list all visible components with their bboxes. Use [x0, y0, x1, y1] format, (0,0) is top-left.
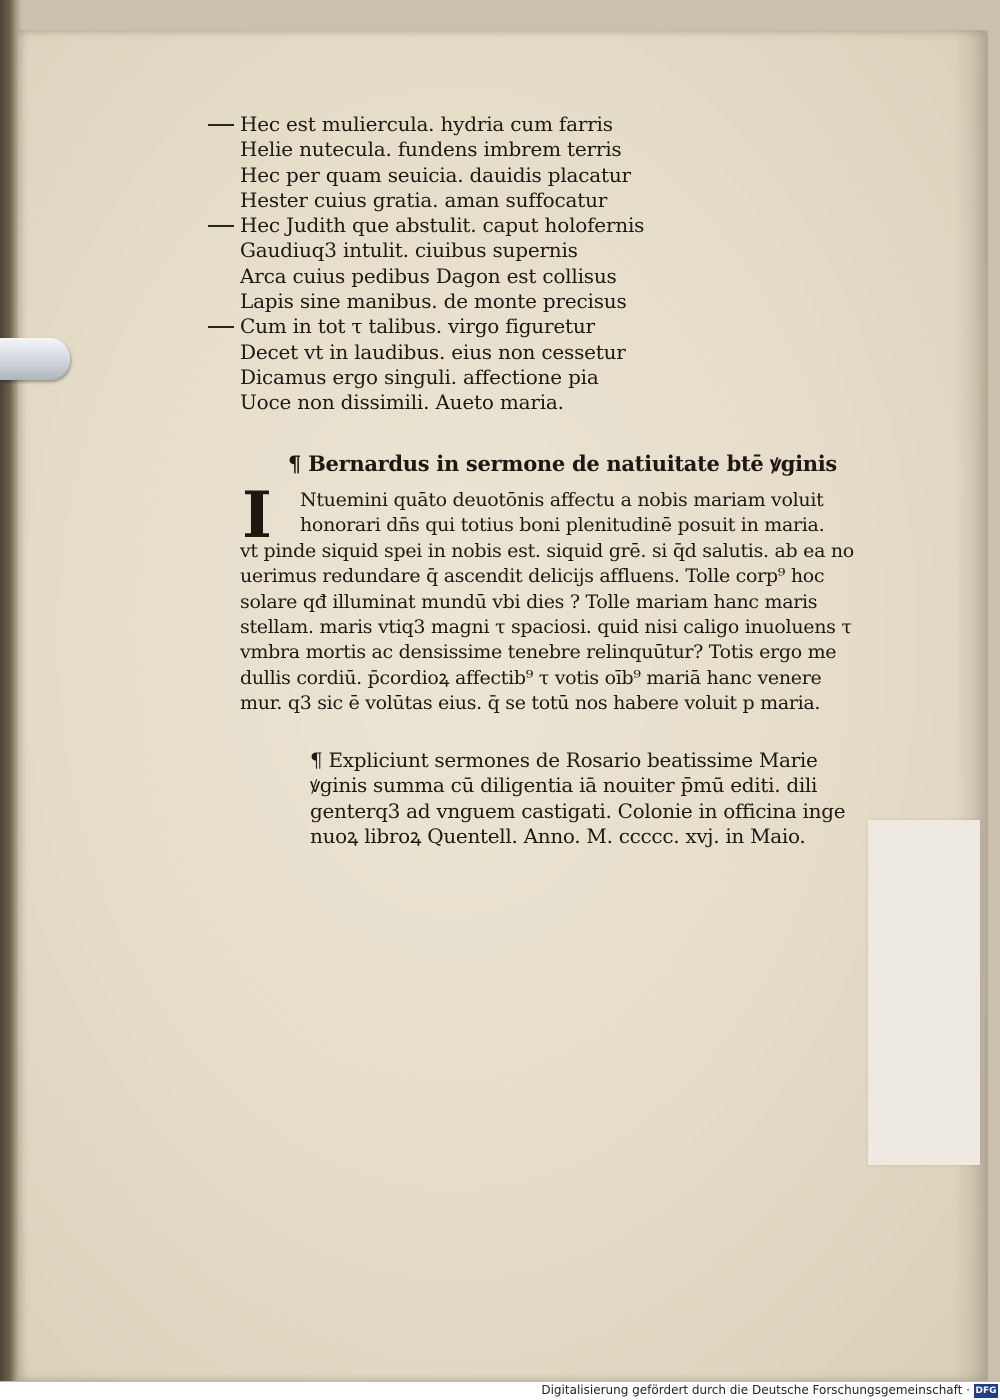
colophon-line: ¶ Expliciunt sermones de Rosario beatissime Marie [310, 748, 818, 772]
prose-line: vmbra mortis ac densissime tenebre relinquūtur? Totis ergo me [240, 641, 837, 664]
paper-repair-patch [868, 820, 980, 1165]
verse-block [240, 112, 760, 416]
verse-line: Arca cuius pedibus Dagon est collisus [240, 263, 617, 288]
prose-line: mur. q3 sic ē volūtas eius. q̄ se totū nos habere voluit p maria. [240, 692, 821, 715]
verse-line: Decet vt in laudibus. eius non cessetur [240, 339, 626, 364]
colophon-line: genterq3 ad vnguem castigati. Colonie in officina inge [310, 798, 846, 823]
prose-line: uerimus redundare q̄ ascendit delicijs affluens. Tolle corp⁹ hoc [240, 565, 825, 588]
margin-marker [208, 225, 234, 227]
prose-line: dullis cordiū. p̄cordioꝝ affectib⁹ τ votis oīb⁹ mariā hanc venere [240, 666, 822, 689]
section-heading: ¶ Bernardus in sermone de natiuitate btē ꝟginis [288, 451, 837, 476]
verse-line: Lapis sine manibus. de monte precisus [240, 289, 627, 314]
verse-line: Hec per quam seuicia. dauidis placatur [240, 162, 631, 187]
prose-block [240, 478, 865, 717]
verse-text: Hec est muliercula. hydria cum farris [240, 112, 613, 136]
verse-line: Helie nutecula. fundens imbrem terris [240, 137, 622, 162]
prose-line: honorari dn̄s qui totius boni plenitudinē posuit in maria. [300, 514, 825, 537]
verse-line: Uoce non dissimili. Aueto maria. [240, 390, 564, 415]
prose-line: vt pinde siquid spei in nobis est. siquid grē. si q̄d salutis. ab ea no [240, 539, 854, 562]
verse-line [240, 314, 760, 339]
verse-line [240, 112, 760, 137]
verse-line: Gaudiuq3 intulit. ciuibus supernis [240, 238, 578, 263]
prose-line: stellam. maris vtiq3 magni τ spaciosi. quid nisi caligo inuoluens τ [240, 616, 852, 639]
verse-line [240, 213, 760, 238]
colophon-block [310, 748, 846, 850]
verse-text: Cum in tot τ talibus. virgo figuretur [240, 314, 595, 339]
colophon-line: ꝟginis summa cū diligentia iā nouiter p̄mū editi. dili [310, 773, 818, 798]
verse-text: Hec Judith que abstulit. caput holofernis [240, 213, 645, 238]
decorated-initial: I [242, 478, 272, 553]
dfg-logo: DFG [975, 1386, 997, 1396]
colophon-line: nuoꝝ libroꝝ Quentell. Anno. M. ccccc. xvj. in Maio. [310, 824, 806, 849]
margin-marker [208, 124, 234, 126]
digitization-footer [0, 1381, 1000, 1400]
bookmark-tab [0, 338, 70, 380]
page-edge-shadow [954, 30, 988, 1382]
prose-line: solare qđ illuminat mundū vbi dies ? Tolle mariam hanc maris [240, 590, 818, 613]
verse-line: Hester cuius gratia. aman suffocatur [240, 187, 608, 212]
margin-marker [208, 326, 234, 328]
prose-line: Ntuemini quāto deuotōnis affectu a nobis mariam voluit [300, 489, 824, 511]
verse-line: Dicamus ergo singuli. affectione pia [240, 364, 599, 389]
footer-credit: Digitalisierung gefördert durch die Deutsche Forschungsgemeinschaft · [541, 1383, 970, 1397]
